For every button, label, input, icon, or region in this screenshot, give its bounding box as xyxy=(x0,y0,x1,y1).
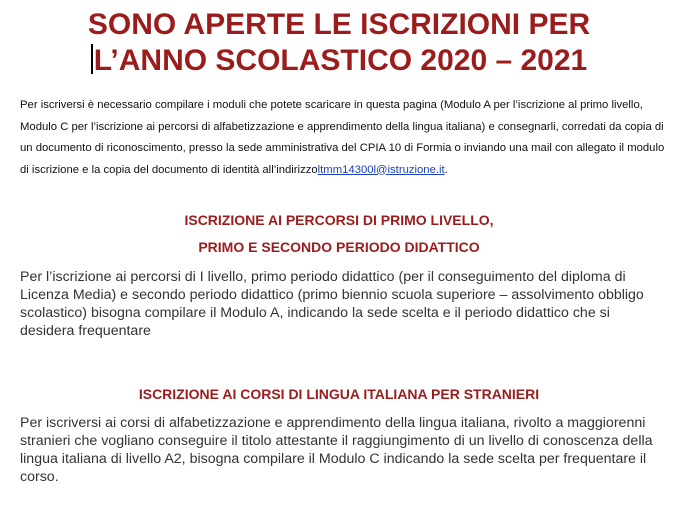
section1-heading-line-2: PRIMO E SECONDO PERIODO DIDATTICO xyxy=(198,239,480,255)
section2-body: Per iscriversi ai corsi di alfabetizzazione e apprendimento della lingua italiana, rivolto a maggiorenni stranieri che vogliano conseguire il titolo attestante il raggiungimento di un livello di conoscenza della lingua italiana di livello A2, bisogna compilare il Modulo C indicando la sede scelta per frequentare il corso. xyxy=(20,415,653,485)
section1-body: Per l’iscrizione ai percorsi di I livello, primo periodo didattico (per il conseguimento del diploma di Licenza Media) e secondo periodo didattico (primo biennio scuola superiore – assolvimento obbligo scolastico) bisogna compilare il Modulo A, indicando la sede scelta e il periodo didattico che si desidera frequentare xyxy=(20,269,644,339)
section1-heading-line-1: ISCRIZIONE AI PERCORSI DI PRIMO LIVELLO, xyxy=(184,212,494,228)
intro-paragraph xyxy=(20,95,670,181)
text-cursor xyxy=(91,44,93,74)
intro-text-end: . xyxy=(444,163,448,176)
email-link[interactable]: ltmm14300l@istruzione.it xyxy=(317,163,445,176)
page-title-line-1: SONO APERTE LE ISCRIZIONI PER xyxy=(87,8,591,41)
intro-text: Per iscriversi è necessario compilare i moduli che potete scaricare in questa pagina (Modulo A per l’iscrizione al primo livello, Modulo C per l’iscrizione ai percorsi di alfabetizzazione e apprendimento della lingua italiana) e consegnarli, corredati da copia di un documento di riconoscimento, presso la sede amministrativa del CPIA 10 di Formia o inviando una mail con allegato il modulo di iscrizione e la copia del documento di identità all’indirizzo xyxy=(20,99,665,176)
page-title-line-2 xyxy=(0,44,678,78)
page-title-line-2-text: L’ANNO SCOLASTICO 2020 – 2021 xyxy=(93,44,588,77)
section2-heading: ISCRIZIONE AI CORSI DI LINGUA ITALIANA PER STRANIERI xyxy=(138,386,540,402)
